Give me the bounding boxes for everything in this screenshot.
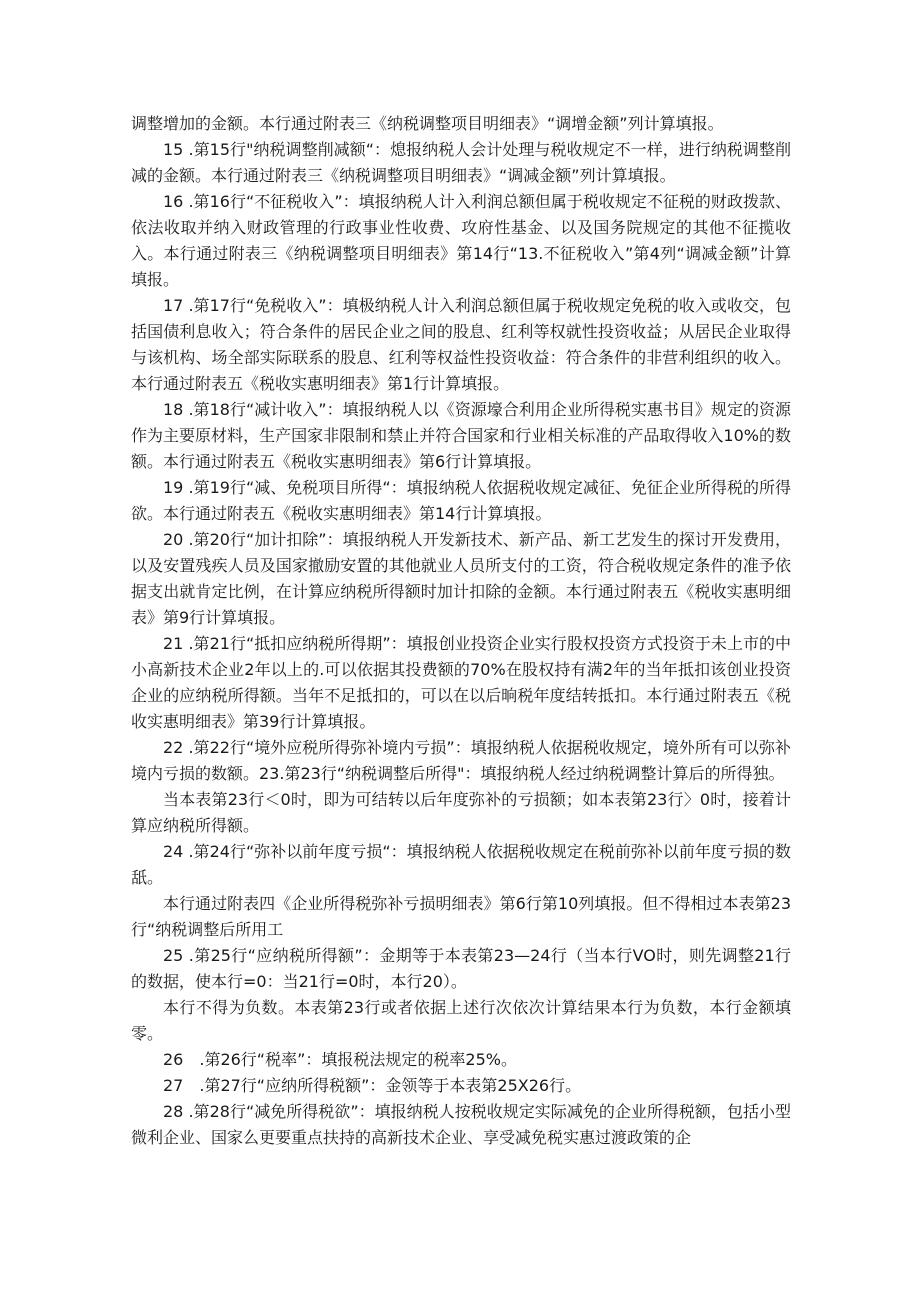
- paragraph: 15 .第15行"纳税调整削减额“：熄报纳税人会计处理与税收规定不一样，进行纳税调整削减的金额。本行通过附表三《纳税调整项目明细表》“调减金额”列计算填报。: [131, 140, 791, 185]
- paragraph: 24 .第24行“弥补以前年度亏损“：填报纳税人依据税收规定在税前弥补以前年度亏损的数舐。: [131, 842, 791, 887]
- paragraph: 25 .第25行“应纳税所得额”：金期等于本表第23—24行（当本行VO时，则先调整21行的数据，使本行=0：当21行=0时，本行20）。: [131, 946, 791, 991]
- paragraph: 27 .第27行“应纳所得税额”：金领等于本表第25X26行。: [163, 1076, 582, 1095]
- paragraph: 28 .第28行“减免所得税欲”：填报纳税人按税收规定实际减免的企业所得税额，包括小型微利企业、国家么更要重点扶持的高新技术企业、享受减免税实惠过渡政策的企: [131, 1102, 791, 1147]
- paragraph: 本行通过附表四《企业所得税弥补亏损明细表》第6行第10列填报。但不得相过本表第23行“纳税调整后所用工: [131, 894, 791, 939]
- paragraph: 当本表第23行＜0时，即为可结转以后年度弥补的亏损额；如本表第23行〉0时，接着计算应纳税所得额。: [131, 790, 791, 835]
- paragraph: 16 .第16行“不征税收入”：填报纳税人计入利润总额但属于税收规定不征税的财政拨款、依法收取并纳入财政管理的行政事业性收费、攻府性基金、以及国务院规定的其他不征揽收入。本行通过附表三《纳税调整项目明细表》第14行“13.不征税收入”第4列“调减金额”计算填报。: [131, 192, 791, 289]
- paragraph: 本行不得为负数。本表第23行或者依据上述行次依次计算结果本行为负数，本行金额填零。: [131, 998, 791, 1043]
- paragraph: 18 .第18行“减计收入”：填报纳税人以《资源壕合利用企业所得税实惠书目》规定的资源作为主要原材料，生产国家非限制和禁止并符合国家和行业相关标准的产品取得收入10%的数额。本行通过附表五《税收实惠明细表》第6行计算填报。: [131, 400, 791, 471]
- document-body: [131, 111, 791, 1151]
- paragraph: 17 .第17行“免税收入”：填极纳税人计入利润总额但属于税收规定免税的收入或收交，包括国债利息收入；符合条件的居民企业之间的股息、红利等权就性投资收益；从居民企业取得与该机构、场全部实际联系的股息、红利等权益性投资收益：符合条件的非营利组织的收入。本行通过附表五《税收实惠明细表》第1行计算填报。: [131, 296, 791, 393]
- paragraph: 20 .第20行“加计扣除”：填报纳税人开发新技术、新产品、新工艺发生的探讨开发费用，以及安置残疾人员及国家撤励安置的其他就业人员所支付的工资，符合税收规定条件的准予依据支出就肯定比例，在计算应纳税所得额时加计扣除的金额。本行通过附表五《税收实惠明细表》第9行计算填报。: [131, 530, 791, 627]
- paragraph: 22 .第22行“境外应税所得弥补境内亏损”：填报纳税人依据税收规定，境外所有可以弥补境内亏损的数额。23.第23行“纳税调整后所得"：填报纳税人经过纳税调整计算后的所得独。: [131, 738, 791, 783]
- paragraph: 19 .第19行“减、免税项目所得“：填报纳税人依据税收规定减征、免征企业所得税的所得欲。本行通过附表五《税收实惠明细表》第14行计算填报。: [131, 478, 791, 523]
- paragraph: 21 .第21行“抵扣应纳税所得期”：填报创业投资企业实行股权投资方式投资于未上市的中小高新技术企业2年以上的.可以依据其投费额的70%在股权持有满2年的当年抵扣该创业投资企业的应纳税所得额。当年不足抵扣的，可以在以后晌税年度结转抵扣。本行通过附表五《税收实惠明细表》第39行计算填报。: [131, 634, 791, 731]
- paragraph: 26 .第26行“税率”：填报税法规定的税率25%。: [163, 1050, 517, 1069]
- paragraph: 调整增加的金额。本行通过附表三《纳税调整项目明细表》“调增金额”列计算填报。: [131, 114, 724, 133]
